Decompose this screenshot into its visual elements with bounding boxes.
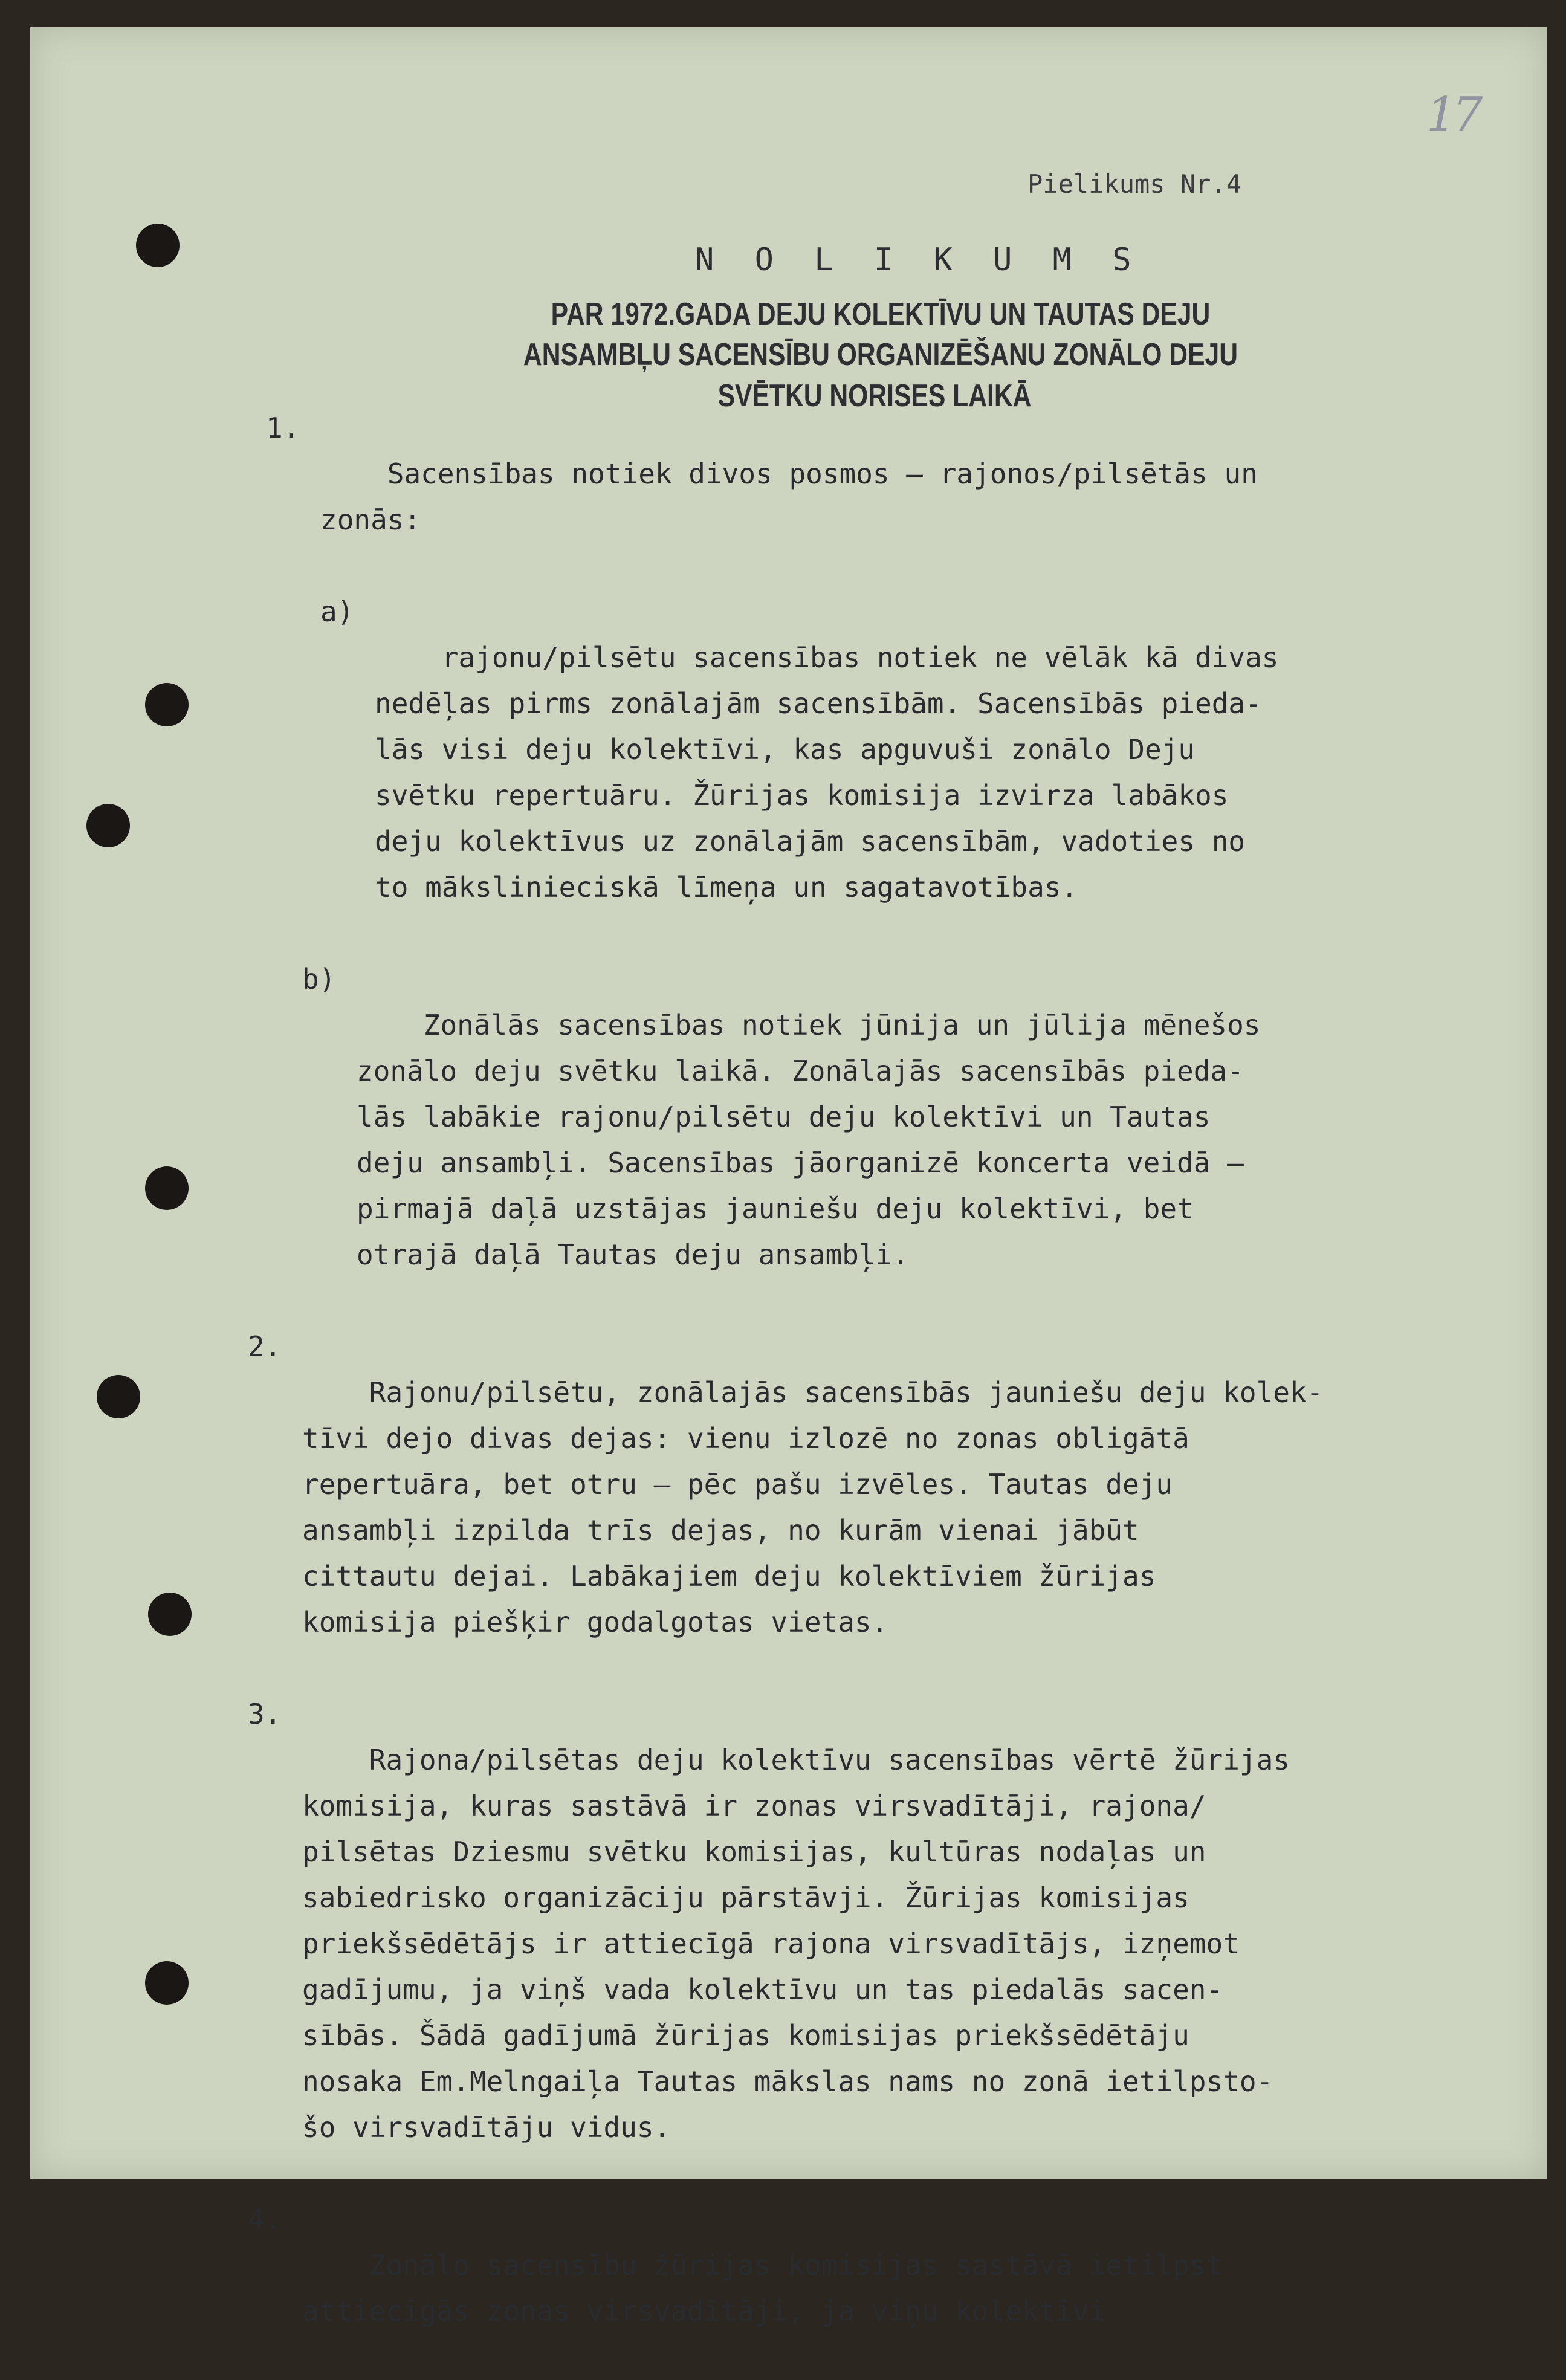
- sub-list-item: [320, 589, 1414, 956]
- list-item: [248, 1691, 1414, 2196]
- list-item: [248, 1324, 1414, 1691]
- item-text: Rajona/pilsētas deju kolektīvu sacensības vērtē žūrijas komisija, kuras sastāvā ir zonas virsvadītāji, rajona/ pilsētas Dziesmu svētku komisijas, kultūras nodaļas un sabiedrisko organizāciju pārstāvji. Žūrijas komisijas priekšsēdētājs ir attiecīgā rajona virsvadītājs, izņemot gadījumu, ja viņš vada kolektīvu un tas piedalās sacen- sībās. Šādā gadījumā žūrijas komisijas priekšsēdētāju nosaka Em.Melngaiļa Tautas mākslas nams no zonā ietilpsto- šo virsvadītāju vidus.: [302, 1744, 1290, 2144]
- sub-item-text: Zonālās sacensības notiek jūnija un jūlija mēnešos zonālo deju svētku laikā. Zonālajās sacensībās pieda- lās labākie rajonu/pilsētu deju kolektīvi un Tautas deju ansambļi. Sacensības jāorganizē koncerta veidā – pirmajā daļā uzstājas jauniešu deju kolektīvi, bet otrajā daļā Tautas deju ansambļi.: [357, 1009, 1261, 1271]
- subtitle-line: SVĒTKU NORISES LAIKĀ: [717, 378, 1032, 413]
- sub-item-letter: b): [302, 963, 336, 995]
- punch-hole: [136, 224, 180, 267]
- handwritten-page-number: 17: [1426, 88, 1480, 142]
- sub-item-text: rajonu/pilsētu sacensības notiek ne vēlāk kā divas nedēļas pirms zonālajām sacensībām. Sacensībās pieda- lās visi deju kolektīvi, kas apguvuši zonālo Deju svētku repertuāru. Žūrijas komisija izvirza labākos deju kolektīvus uz zonālajām sacensībām, vadoties no to mākslinieciskā līmeņa un sagatavotības.: [375, 641, 1279, 904]
- punch-hole: [148, 1593, 192, 1636]
- list-item: [248, 2196, 1414, 2380]
- punch-hole: [145, 1166, 189, 1210]
- subtitle-line: PAR 1972.GADA DEJU KOLEKTĪVU UN TAUTAS DEJU: [551, 297, 1211, 332]
- punch-hole: [97, 1375, 140, 1418]
- list-item: [266, 405, 1414, 589]
- item-number: 1.: [266, 412, 300, 444]
- punch-hole: [145, 683, 189, 726]
- punch-hole: [145, 1961, 189, 2005]
- item-number: 2.: [248, 1330, 282, 1363]
- item-number: 4.: [248, 2203, 282, 2236]
- item-number: 3.: [248, 1698, 282, 1730]
- punch-hole: [86, 804, 130, 847]
- sub-list-item: [302, 956, 1414, 1324]
- item-text: Rajonu/pilsētu, zonālajās sacensībās jauniešu deju kolek- tīvi dejo divas dejas: vienu izlozē no zonas obligātā repertuāra, bet otru – pēc pašu izvēles. Tautas deju ansambļi izpilda trīs dejas, no kurām vienai jābūt cittautu dejai. Labākajiem deju kolektīviem žūrijas komisija piešķir godalgotas vietas.: [302, 1376, 1324, 1638]
- sub-item-letter: a): [320, 595, 354, 628]
- document-body: [248, 405, 1414, 2380]
- subtitle-line: ANSAMBĻU SACENSĪBU ORGANIZĒŠANU ZONĀLO DEJU: [523, 337, 1238, 372]
- document-title: N O L I K U M S: [695, 242, 1142, 278]
- item-text: Zonālo sacensību žūrijas komisijas sastāvā ietilpst attiecīgās zonas virsvadītāji, ja viņu kolektīvi: [302, 2249, 1223, 2327]
- item-text: Sacensības notiek divos posmos – rajonos/pilsētās un zonās:: [320, 458, 1258, 536]
- appendix-label: Pielikums Nr.4: [1027, 169, 1242, 199]
